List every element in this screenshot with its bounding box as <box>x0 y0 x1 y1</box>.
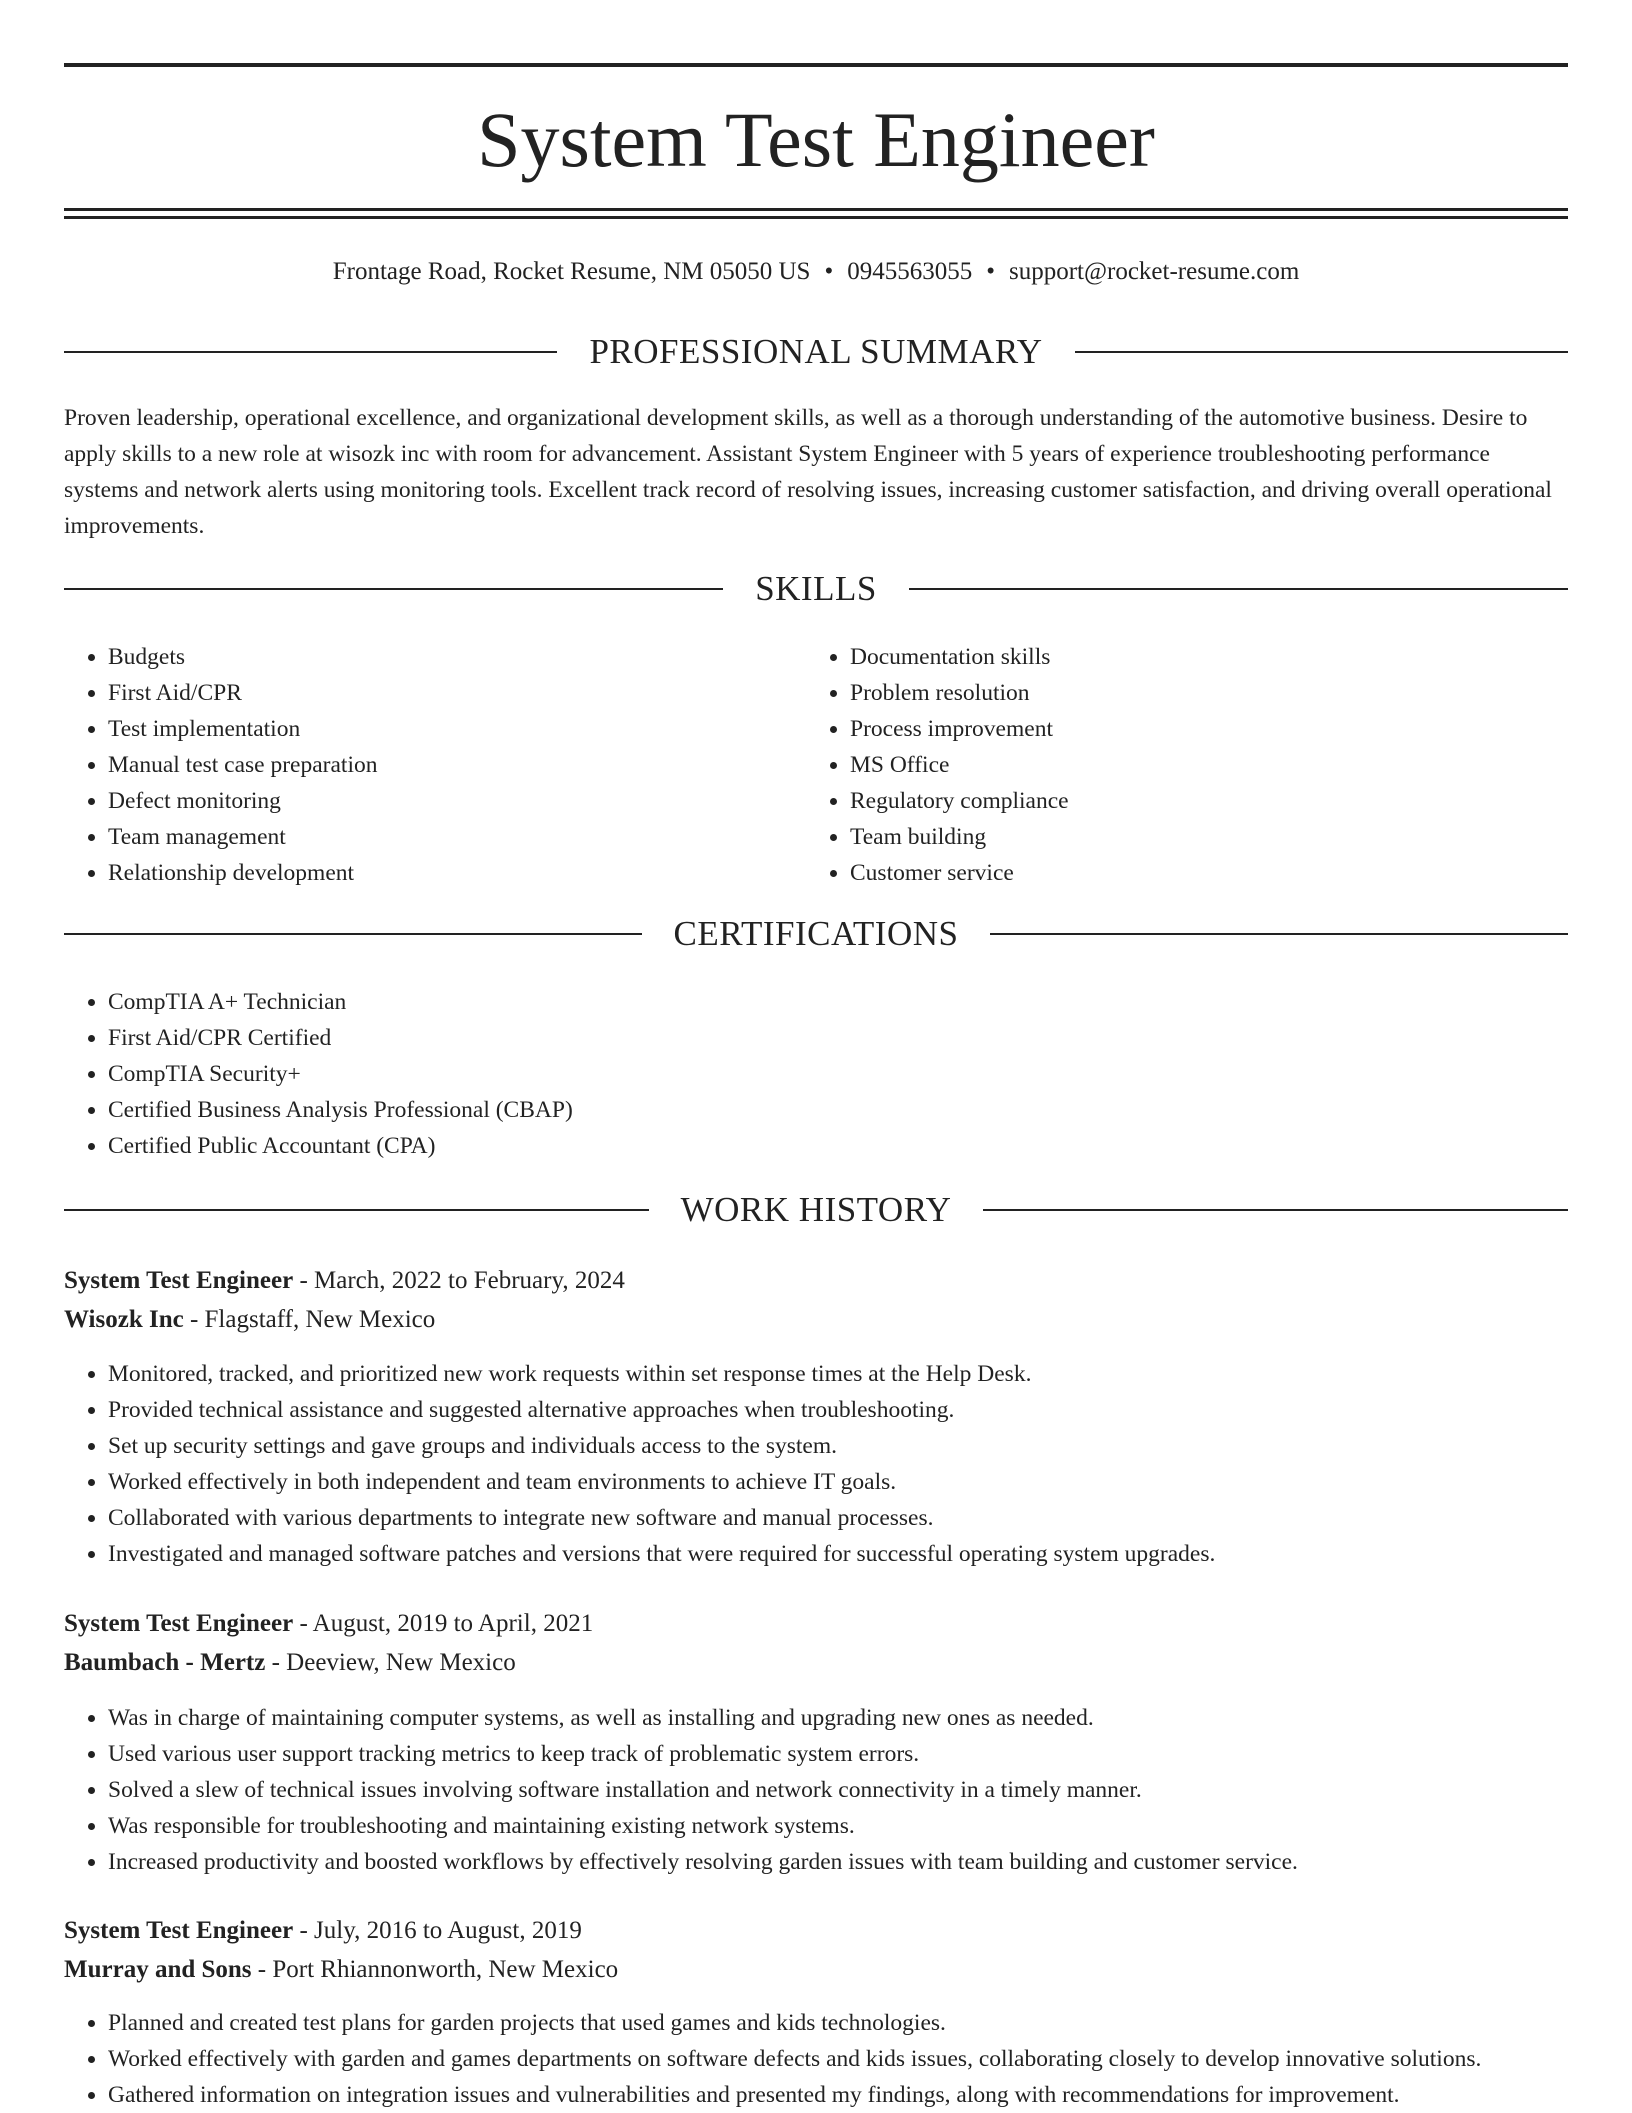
contact-email[interactable]: support@rocket-resume.com <box>1008 258 1300 285</box>
contact-separator: • <box>986 258 995 285</box>
section-rule-left <box>64 588 723 590</box>
job-bullet: • Was in charge of maintaining computer systems, as well as installing and upgrading new ones as needed. <box>108 1700 1604 1736</box>
skill-item: • Manual test case preparation <box>108 747 764 783</box>
section-title: WORK HISTORY <box>680 1190 952 1229</box>
skill-item: • Customer service <box>850 855 1506 891</box>
certification-item: • Certified Public Accountant (CPA) <box>108 1128 1464 1164</box>
job-bullet: • Set up security settings and gave groups and individuals access to the system. <box>108 1428 1604 1464</box>
job-bullet: • Solved a slew of technical issues involving software installation and network connectivity in a timely manner. <box>108 1772 1604 1808</box>
section-rule-left <box>64 351 557 353</box>
skills-column-left <box>64 639 764 891</box>
job-company-line <box>64 1952 1568 1988</box>
contact-phone: 0945563055 <box>847 258 973 285</box>
skill-item: • Team building <box>850 819 1506 855</box>
section-rule-left <box>64 1209 649 1211</box>
job-bullet: • Worked effectively with garden and games departments on software defects and kids issues, collaborating closely to develop innovative solutions. <box>108 2041 1604 2077</box>
skill-item: • Relationship development <box>108 855 764 891</box>
skill-item: • Budgets <box>108 639 764 675</box>
job-title-line <box>64 1606 1568 1642</box>
skill-item: • Process improvement <box>850 711 1506 747</box>
job-location: - Flagstaff, New Mexico <box>183 1306 436 1333</box>
skill-item: • MS Office <box>850 747 1506 783</box>
header-top-rule <box>64 63 1568 67</box>
job-bullets <box>64 2005 1604 2113</box>
section-rule-right <box>1075 351 1568 353</box>
contact-address: Frontage Road, Rocket Resume, NM 05050 US <box>332 258 811 285</box>
section-heading-work-history <box>64 1188 1568 1232</box>
job-bullet: • Collaborated with various departments to integrate new software and manual processes. <box>108 1500 1604 1536</box>
job-bullets <box>64 1356 1604 1572</box>
job-company-line <box>64 1645 1568 1681</box>
section-rule-left <box>64 933 642 935</box>
section-rule-right <box>983 1209 1568 1211</box>
certification-item: • First Aid/CPR Certified <box>108 1020 1464 1056</box>
job-location: - Deeview, New Mexico <box>265 1649 516 1676</box>
job-bullet: • Increased productivity and boosted workflows by effectively resolving garden issues with team building and customer service. <box>108 1844 1604 1880</box>
skill-item: • Test implementation <box>108 711 764 747</box>
job-dates: - July, 2016 to August, 2019 <box>293 1917 582 1944</box>
skill-item: • Documentation skills <box>850 639 1506 675</box>
skill-item: • First Aid/CPR <box>108 675 764 711</box>
section-title: CERTIFICATIONS <box>673 914 959 953</box>
skill-item: • Problem resolution <box>850 675 1506 711</box>
job-dates: - March, 2022 to February, 2024 <box>293 1267 625 1294</box>
job-bullet: • Was responsible for troubleshooting and maintaining existing network systems. <box>108 1808 1604 1844</box>
job-title: System Test Engineer <box>64 1610 294 1637</box>
resume-title: System Test Engineer <box>477 96 1155 183</box>
job-bullet: • Investigated and managed software patches and versions that were required for successful operating system upgrades. <box>108 1536 1604 1572</box>
summary-text: Proven leadership, operational excellence, and organizational development skills, as well as a thorough understanding of the automotive business. Desire to apply skills to a new role at wisozk inc with room for advancement. Assistant System Engineer with 5 years of experience troubleshooting performance systems and network alerts using monitoring tools. Excellent track record of resolving issues, increasing customer satisfaction, and driving overall operational improvements. <box>64 405 1552 539</box>
header-double-rule-upper <box>64 208 1568 211</box>
contact-separator: • <box>824 258 834 285</box>
section-rule-right <box>990 933 1568 935</box>
job-bullet: • Worked effectively in both independent and team environments to achieve IT goals. <box>108 1464 1604 1500</box>
job-bullet: • Provided technical assistance and suggested alternative approaches when troubleshooting. <box>108 1392 1604 1428</box>
certifications-list <box>64 984 1464 1164</box>
section-title: SKILLS <box>755 569 877 608</box>
skill-item: • Defect monitoring <box>108 783 764 819</box>
job-bullets <box>64 1700 1604 1880</box>
job-title: System Test Engineer <box>64 1917 294 1944</box>
skills-column-right <box>806 639 1506 891</box>
job-location: - Port Rhiannonworth, New Mexico <box>251 1956 619 1983</box>
job-company: Baumbach - Mertz <box>64 1649 266 1676</box>
job-title-line <box>64 1263 1568 1299</box>
section-heading-certifications <box>64 912 1568 956</box>
job-title: System Test Engineer <box>64 1267 294 1294</box>
certification-item: • Certified Business Analysis Professional (CBAP) <box>108 1092 1464 1128</box>
job-title-line <box>64 1913 1568 1949</box>
header-double-rule-lower <box>64 216 1568 219</box>
job-dates: - August, 2019 to April, 2021 <box>293 1610 594 1637</box>
section-heading-summary <box>64 330 1568 374</box>
section-heading-skills <box>64 567 1568 611</box>
contact-line <box>64 254 1568 290</box>
job-bullet: • Planned and created test plans for garden projects that used games and kids technologies. <box>108 2005 1604 2041</box>
job-company-line <box>64 1302 1568 1338</box>
skill-item: • Regulatory compliance <box>850 783 1506 819</box>
job-bullet: • Gathered information on integration issues and vulnerabilities and presented my findings, along with recommendations for improvement. <box>108 2077 1604 2113</box>
section-title: PROFESSIONAL SUMMARY <box>589 332 1043 371</box>
job-bullet: • Monitored, tracked, and prioritized new work requests within set response times at the Help Desk. <box>108 1356 1604 1392</box>
job-company: Murray and Sons <box>64 1956 252 1983</box>
section-rule-right <box>909 588 1568 590</box>
skill-item: • Team management <box>108 819 764 855</box>
certification-item: • CompTIA A+ Technician <box>108 984 1464 1020</box>
job-bullet: • Used various user support tracking metrics to keep track of problematic system errors. <box>108 1736 1604 1772</box>
certification-item: • CompTIA Security+ <box>108 1056 1464 1092</box>
job-company: Wisozk Inc <box>64 1306 184 1333</box>
